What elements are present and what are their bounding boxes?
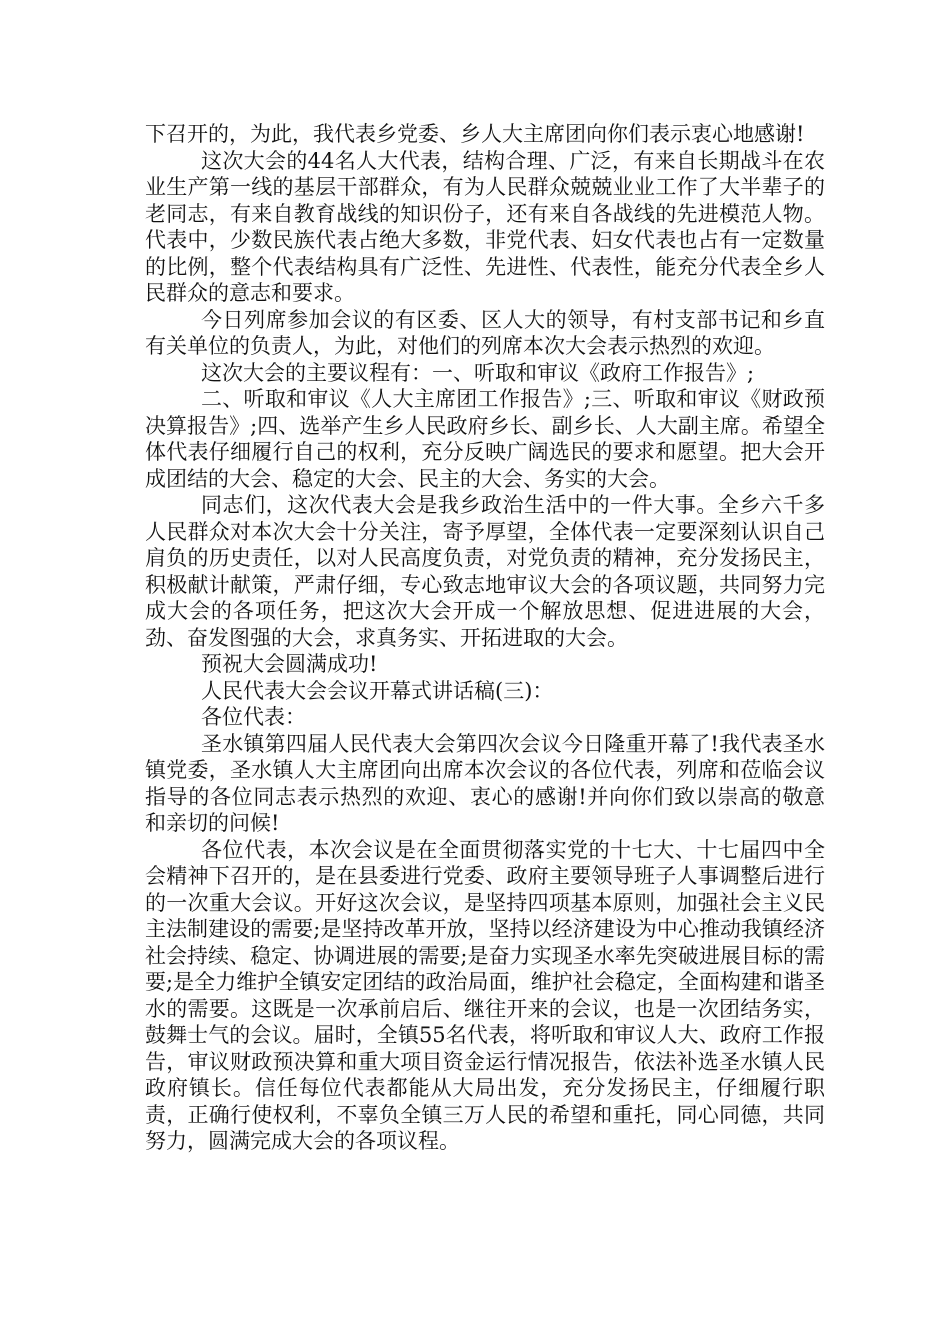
paragraph-11: 各位代表，本次会议是在全面贯彻落实党的十七大、十七届四中全会精神下召开的，是在县委进行党委、政府主要领导班子人事调整后进行的一次重大会议。开好这次会议，是坚持四项基本原则，加强社会主义民主法制建设的需要;是坚持改革开放，坚持以经济建设为中心推动我镇经济社会持续、稳定、协调进展的需要;是奋力实现圣水率先突破进展目标的需要;是全力维护全镇安定团结的政治局面，维护社会稳定，全面构建和谐圣水的需要。这既是一次承前启后、继往开来的会议，也是一次团结务实，鼓舞士气的会议。届时，全镇55名代表，将听取和审议人大、政府工作报告，审议财政预决算和重大项目资金运行情况报告，依法补选圣水镇人民政府镇长。信任每位代表都能从大局出发，充分发扬民主，仔细履行职责，正确行使权利，不辜负全镇三万人民的希望和重托，同心同德，共同努力，圆满完成大会的各项议程。 [145,837,825,1153]
speech-title: 人民代表大会会议开幕式讲话稿(三)： [201,678,554,703]
paragraph-1: 下召开的，为此，我代表乡党委、乡人大主席团向你们表示衷心地感谢! [145,122,805,146]
paragraph-5: 二、听取和审议《人大主席团工作报告》;三、听取和审议《财政预决算报告》;四、选举产生乡人民政府乡长、副乡长、人大副主席。希望全体代表仔细履行自己的权利，充分反映广阔选民的要求和愿望。把大会开成团结的大会、稳定的大会、民主的大会、务实的大会。 [145,387,825,491]
paragraph-4: 这次大会的主要议程有：一、听取和审议《政府工作报告》; [201,360,755,385]
paragraph-2: 这次大会的44名人大代表，结构合理、广泛，有来自长期战斗在农业生产第一线的基层干部群众，有为人民群众兢兢业业工作了大半辈子的老同志，有来自教育战线的知识份子，还有来自各战线的先进模范人物。代表中，少数民族代表占绝大多数，非党代表、妇女代表也占有一定数量的比例，整个代表结构具有广泛性、先进性、代表性，能充分代表全乡人民群众的意志和要求。 [145,148,825,305]
paragraph-3: 今日列席参加会议的有区委、区人大的领导，有村支部书记和乡直有关单位的负责人，为此，对他们的列席本次大会表示热烈的欢迎。 [145,307,825,358]
document-body [145,121,825,1155]
paragraph-6: 同志们，这次代表大会是我乡政治生活中的一件大事。全乡六千多人民群众对本次大会十分关注，寄予厚望，全体代表一定要深刻认识自己肩负的历史责任，以对人民高度负责，对党负责的精神，充分发扬民主，积极献计献策，严肃仔细，专心致志地审议大会的各项议题，共同努力完成大会的各项任务，把这次大会开成一个解放思想、促进进展的大会，劲、奋发图强的大会，求真务实、开拓进取的大会。 [145,493,825,650]
paragraph-10: 圣水镇第四届人民代表大会第四次会议今日隆重开幕了!我代表圣水镇党委，圣水镇人大主席团向出席本次会议的各位代表，列席和莅临会议指导的各位同志表示热烈的欢迎、衷心的感谢!并向你们致以崇高的敬意和亲切的问候! [145,731,825,835]
paragraph-7: 预祝大会圆满成功! [201,652,378,676]
salutation: 各位代表： [201,705,306,729]
